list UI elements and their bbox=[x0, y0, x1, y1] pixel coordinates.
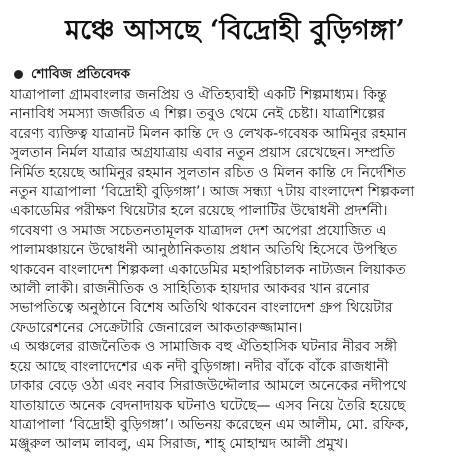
byline bbox=[14, 64, 460, 84]
body-line: যাত্রাপালা ‘বিদ্রোহী বুড়িগঙ্গা’। অভিনয় করেছেন এম আলীম, মো. রফিক, bbox=[10, 416, 409, 433]
body-line: এ অঞ্চলের রাজনৈতিক ও সামাজিক বহু ঐতিহাসিক ঘটনার নীরব সঙ্গী bbox=[10, 339, 398, 356]
body-line: ঢাকার বেড়ে ওঠা এবং নবাব সিরাজউদ্দৌলার আমলে অনেকের নদীপথে bbox=[10, 378, 407, 395]
headline: মঞ্চে আসছে ‘বিদ্রোহী বুড়িগঙ্গা’ bbox=[65, 15, 405, 46]
body-line: নানাবিধ সমস্যা জর্জরিত এ শিল্প। তবুও থেমে নেই চেষ্টা। যাত্রাশিল্পের bbox=[10, 106, 385, 123]
body-line: হয়ে আছে বাংলাদেশের এক নদী বুড়িগঙ্গা। নদীর বাঁকে বাঁকে রাজধানী bbox=[10, 358, 389, 375]
article-body bbox=[10, 86, 460, 455]
body-line: একাডেমির পরীক্ষণ থিয়েটার হলে রয়েছে পালাটির উদ্বোধনী প্রদর্শনী। bbox=[10, 203, 388, 220]
body-line: যাতায়াতে অনেক বেদনাদায়ক ঘটনাও ঘটেছে— এসব নিয়ে তৈরি হয়েছে bbox=[10, 397, 406, 414]
body-line: সুলতান নির্মল যাত্রার অগ্রযাত্রায় এবার নতুন প্রয়াস রেখেছেন। সম্প্রতি bbox=[10, 145, 395, 162]
body-line: থাকবেন বাংলাদেশ শিল্পকলা একাডেমির মহাপরিচালক নাট্যজন লিয়াকত bbox=[10, 261, 406, 278]
byline-text: শোবিজ প্রতিবেদক bbox=[31, 65, 131, 82]
body-line: নির্মিত হয়েছে আমিনুর রহমান সুলতান রচিত ও মিলন কান্তি দে নির্দেশিত bbox=[10, 164, 406, 181]
body-line: সভাপতিত্বে অনুষ্ঠানে বিশেষ অতিথি থাকবেন বাংলাদেশ গ্রুপ থিয়েটার bbox=[10, 300, 393, 317]
body-line: নতুন যাত্রাপালা ‘বিদ্রোহী বুড়িগঙ্গা’। আজ সন্ধ্যা ৭টায় বাংলাদেশ শিল্পকলা bbox=[10, 184, 415, 201]
body-line: যাত্রাপালা গ্রামবাংলার জনপ্রিয় ও ঐতিহ্যবাহী একটি শিল্পমাধ্যম। কিন্তু bbox=[10, 87, 387, 103]
body-line: গবেষণা ও সমাজ সচেতনতামূলক যাত্রাদল দেশ অপেরা প্রযোজিত এ bbox=[10, 222, 387, 239]
body-line: পালামঞ্চায়নে উদ্বোধনী আনুষ্ঠানিকতায় প্রধান অতিথি হিসেবে উপস্থিত bbox=[10, 242, 398, 259]
body-line: বরেণ্য ব্যক্তিত্ব যাত্রানট মিলন কান্তি দে ও লেখক-গবেষক আমিনুর রহমান bbox=[10, 125, 407, 142]
body-line: মঞ্জুরুল আলম লাবলু, এম সিরাজ, শাহ্‌ মোহাম্মদ আলী প্রমুখ। bbox=[10, 436, 349, 453]
body-line: আলী লাকী। রাজনীতিক ও সাহিত্যিক হায়দার আকবর খান রনোর bbox=[10, 281, 370, 298]
body-line: ফেডারেশনের সেক্রেটারি জেনারেল আকতারুজ্জামান। bbox=[10, 319, 303, 336]
bullet-icon bbox=[14, 70, 23, 79]
